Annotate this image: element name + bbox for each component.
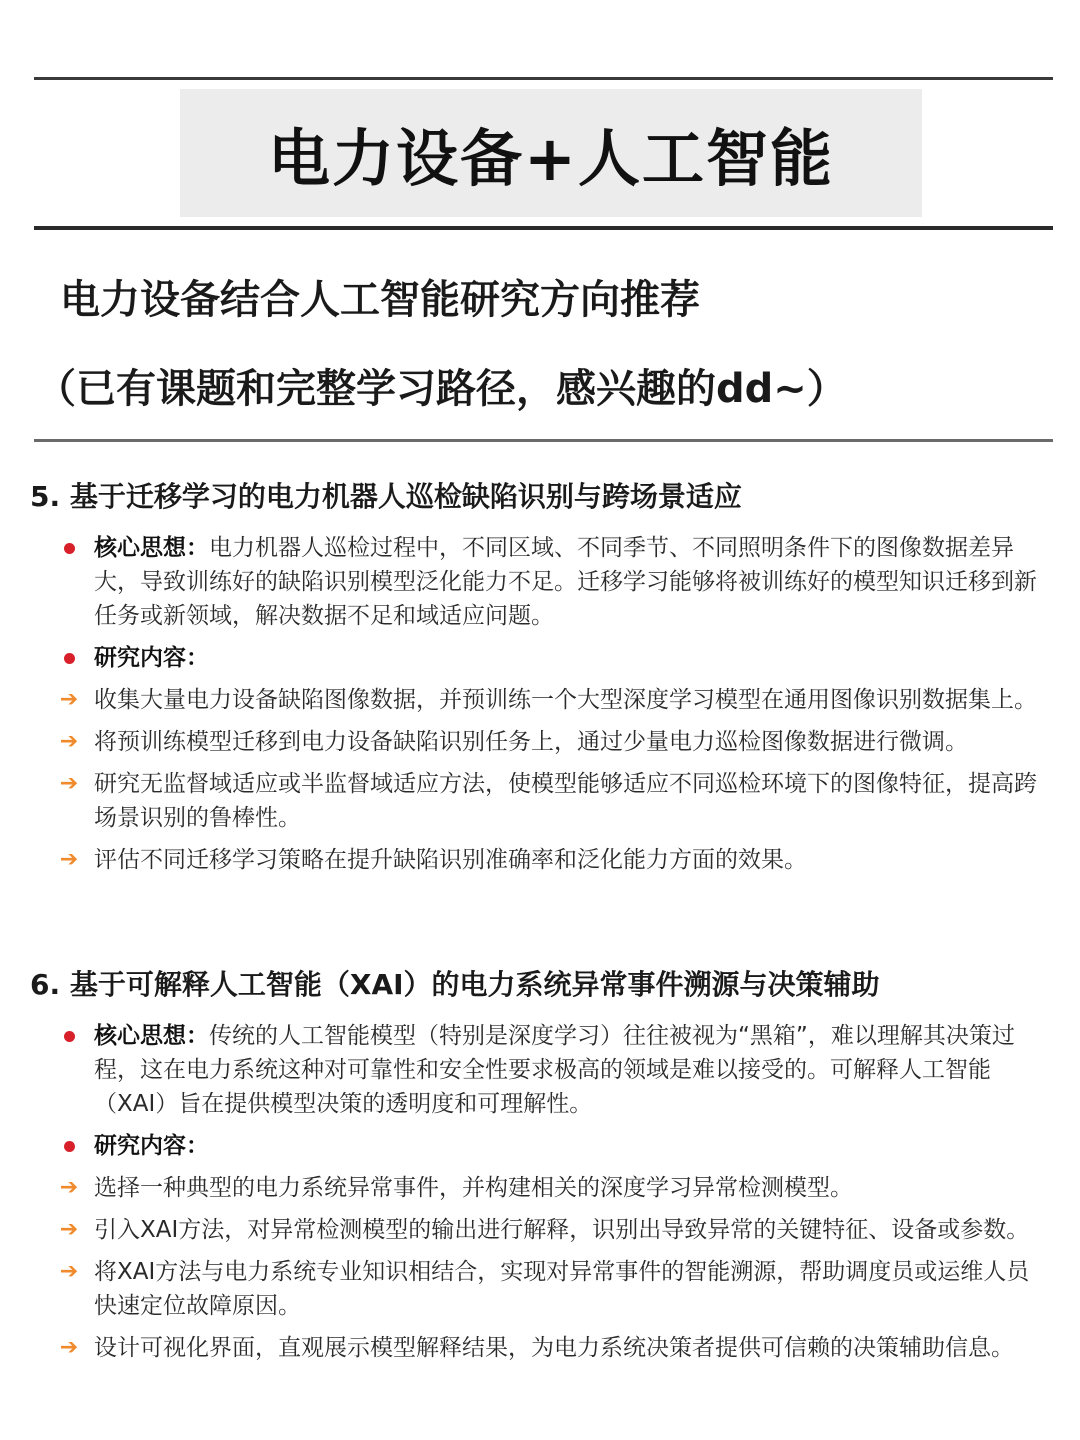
top-divider	[34, 77, 1053, 80]
list-item-text: 引入XAI方法，对异常检测模型的输出进行解释，识别出导致异常的关键特征、设备或参数。	[94, 1217, 1030, 1243]
core-idea-item	[30, 531, 1050, 633]
list-item	[30, 1255, 1050, 1323]
arrow-right-icon: ➔	[59, 729, 79, 754]
list-item-text: 将预训练模型迁移到电力设备缺陷识别任务上，通过少量电力巡检图像数据进行微调。	[94, 729, 968, 755]
section-heading: 5. 基于迁移学习的电力机器人巡检缺陷识别与跨场景适应	[30, 480, 742, 513]
list-item-text: 设计可视化界面，直观展示模型解释结果，为电力系统决策者提供可信赖的决策辅助信息。	[94, 1335, 1014, 1361]
section-6	[30, 963, 1050, 1373]
core-idea-text: 传统的人工智能模型（特别是深度学习）往往被视为“黑箱”，难以理解其决策过程，这在电力系统这种对可靠性和安全性要求极高的领域是难以接受的。可解释人工智能（XAI）旨在提供模型决策的透明度和可理解性。	[94, 1023, 1015, 1117]
research-content-label: 研究内容：	[94, 1133, 209, 1159]
core-idea-item	[30, 1019, 1050, 1121]
core-idea-text: 电力机器人巡检过程中，不同区域、不同季节、不同照明条件下的图像数据差异大，导致训练好的缺陷识别模型泛化能力不足。迁移学习能够将被训练好的模型知识迁移到新任务或新领域，解决数据不足和域适应问题。	[94, 535, 1037, 629]
arrow-right-icon: ➔	[59, 847, 79, 872]
page-title: 电力设备+人工智能	[268, 121, 834, 195]
list-item	[30, 767, 1050, 835]
list-item-text: 评估不同迁移学习策略在提升缺陷识别准确率和泛化能力方面的效果。	[94, 847, 807, 873]
core-idea-label: 核心思想：	[94, 535, 209, 561]
red-dot-icon	[56, 1019, 82, 1053]
list-item	[30, 683, 1050, 717]
list-item	[30, 725, 1050, 759]
section-5	[30, 475, 1050, 885]
red-dot-icon	[56, 1129, 82, 1163]
arrow-right-icon: ➔	[59, 1259, 79, 1284]
section-heading: 6. 基于可解释人工智能（XAI）的电力系统异常事件溯源与决策辅助	[30, 968, 880, 1001]
list-item	[30, 1171, 1050, 1205]
research-content-label: 研究内容：	[94, 645, 209, 671]
research-content-item	[30, 1129, 1050, 1163]
list-item-text: 收集大量电力设备缺陷图像数据，并预训练一个大型深度学习模型在通用图像识别数据集上。	[94, 687, 1037, 713]
arrow-right-icon: ➔	[59, 1217, 79, 1242]
red-dot-icon	[56, 531, 82, 565]
list-item-text: 选择一种典型的电力系统异常事件，并构建相关的深度学习异常检测模型。	[94, 1175, 853, 1201]
research-content-item	[30, 641, 1050, 675]
subtitle-line-1: 电力设备结合人工智能研究方向推荐	[60, 277, 700, 323]
list-item	[30, 1331, 1050, 1365]
arrow-right-icon: ➔	[59, 771, 79, 796]
red-dot-icon	[56, 641, 82, 675]
subtitle-divider	[34, 439, 1053, 442]
list-item-text: 研究无监督域适应或半监督域适应方法，使模型能够适应不同巡检环境下的图像特征，提高跨场景识别的鲁棒性。	[94, 771, 1037, 831]
subtitle-line-2: （已有课题和完整学习路径，感兴趣的dd~）	[36, 366, 847, 412]
list-item	[30, 1213, 1050, 1247]
title-banner	[180, 89, 922, 217]
arrow-right-icon: ➔	[59, 687, 79, 712]
arrow-right-icon: ➔	[59, 1175, 79, 1200]
list-item	[30, 843, 1050, 877]
core-idea-label: 核心思想：	[94, 1023, 209, 1049]
list-item-text: 将XAI方法与电力系统专业知识相结合，实现对异常事件的智能溯源，帮助调度员或运维人员快速定位故障原因。	[94, 1259, 1030, 1319]
arrow-right-icon: ➔	[59, 1335, 79, 1360]
title-divider	[34, 226, 1053, 230]
